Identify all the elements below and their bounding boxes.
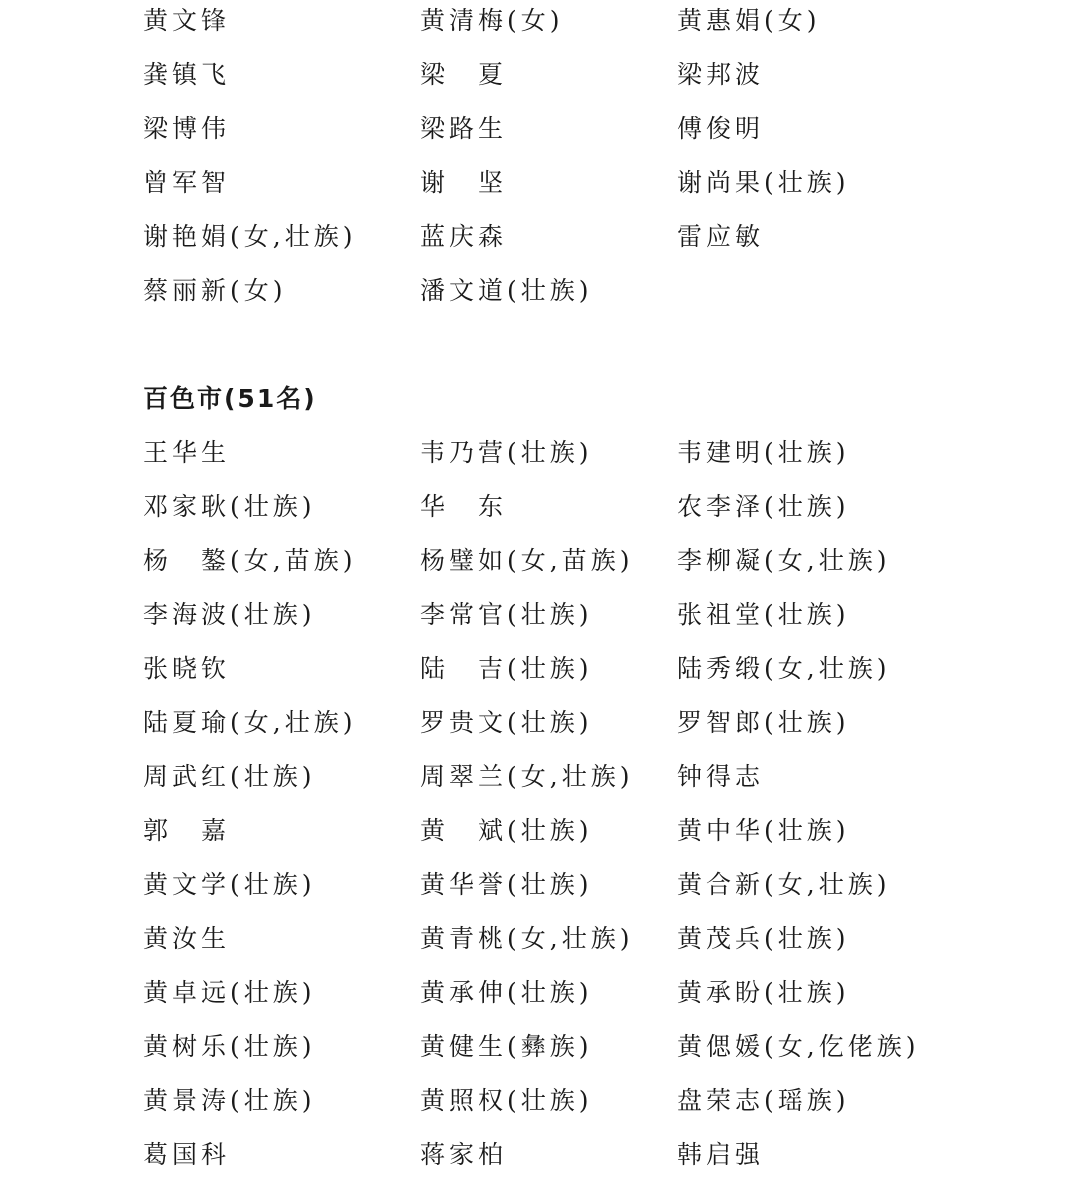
name-entry: 潘文道(壮族): [420, 276, 593, 305]
name-entry: 杨璧如(女,苗族): [420, 546, 634, 575]
name-entry: 梁邦波: [677, 60, 765, 89]
name-entry: 黄承盼(壮族): [677, 978, 850, 1007]
name-entry: 黄青桃(女,壮族): [420, 924, 634, 953]
name-list-baise: [143, 426, 943, 1182]
name-entry: 黄景涛(壮族): [143, 1086, 316, 1115]
name-entry: 周武红(壮族): [143, 762, 316, 791]
name-entry: 陆秀缎(女,壮族): [677, 654, 891, 683]
name-entry: 华 东: [420, 492, 508, 521]
name-entry: 谢 坚: [420, 168, 508, 197]
name-entry: 杨 鏊(女,苗族): [143, 546, 357, 575]
name-entry: 王华生: [143, 438, 231, 467]
name-entry: 谢艳娟(女,壮族): [143, 222, 357, 251]
name-entry: 黄清梅(女): [420, 6, 564, 35]
name-entry: 黄华誉(壮族): [420, 870, 593, 899]
name-entry: 韩启强: [677, 1140, 765, 1169]
name-entry: 张祖堂(壮族): [677, 600, 850, 629]
name-entry: 谢尚果(壮族): [677, 168, 850, 197]
name-entry: 钟得志: [677, 762, 765, 791]
name-entry: 李柳凝(女,壮族): [677, 546, 891, 575]
name-entry: 农李泽(壮族): [677, 492, 850, 521]
name-entry: 盘荣志(瑶族): [677, 1086, 850, 1115]
name-entry: 蔡丽新(女): [143, 276, 287, 305]
name-entry: 葛国科: [143, 1140, 231, 1169]
name-entry: 邓家耿(壮族): [143, 492, 316, 521]
name-entry: 黄卓远(壮族): [143, 978, 316, 1007]
name-entry: 罗贵文(壮族): [420, 708, 593, 737]
name-entry: [677, 264, 937, 318]
name-entry: 黄承伸(壮族): [420, 978, 593, 1007]
name-list-top: [143, 0, 943, 318]
name-entry: 黄汝生: [143, 924, 231, 953]
name-entry: 蒋家柏: [420, 1140, 508, 1169]
name-entry: 罗智郎(壮族): [677, 708, 850, 737]
name-entry: 周翠兰(女,壮族): [420, 762, 634, 791]
name-entry: 蓝庆森: [420, 222, 508, 251]
name-entry: 黄中华(壮族): [677, 816, 850, 845]
name-entry: 黄偲媛(女,仡佬族): [677, 1032, 920, 1061]
name-entry: 黄健生(彝族): [420, 1032, 593, 1061]
name-entry: 黄文锋: [143, 6, 231, 35]
name-entry: 梁博伟: [143, 114, 231, 143]
name-entry: 黄照权(壮族): [420, 1086, 593, 1115]
name-entry: 黄文学(壮族): [143, 870, 316, 899]
name-entry: 李海波(壮族): [143, 600, 316, 629]
name-entry: 黄合新(女,壮族): [677, 870, 891, 899]
name-entry: 郭 嘉: [143, 816, 231, 845]
name-entry: 曾军智: [143, 168, 231, 197]
section-heading-baise: 百色市(51名): [143, 384, 317, 413]
name-entry: 梁 夏: [420, 60, 508, 89]
name-entry: 龚镇飞: [143, 60, 231, 89]
name-entry: 黄茂兵(壮族): [677, 924, 850, 953]
name-entry: 李常官(壮族): [420, 600, 593, 629]
name-entry: 韦建明(壮族): [677, 438, 850, 467]
name-entry: 傅俊明: [677, 114, 765, 143]
name-entry: 黄 斌(壮族): [420, 816, 593, 845]
name-entry: 雷应敏: [677, 222, 765, 251]
name-entry: 黄惠娟(女): [677, 6, 821, 35]
name-entry: 韦乃营(壮族): [420, 438, 593, 467]
name-entry: 陆 吉(壮族): [420, 654, 593, 683]
name-entry: 陆夏瑜(女,壮族): [143, 708, 357, 737]
name-entry: 黄树乐(壮族): [143, 1032, 316, 1061]
name-entry: 张晓钦: [143, 654, 231, 683]
name-entry: 梁路生: [420, 114, 508, 143]
